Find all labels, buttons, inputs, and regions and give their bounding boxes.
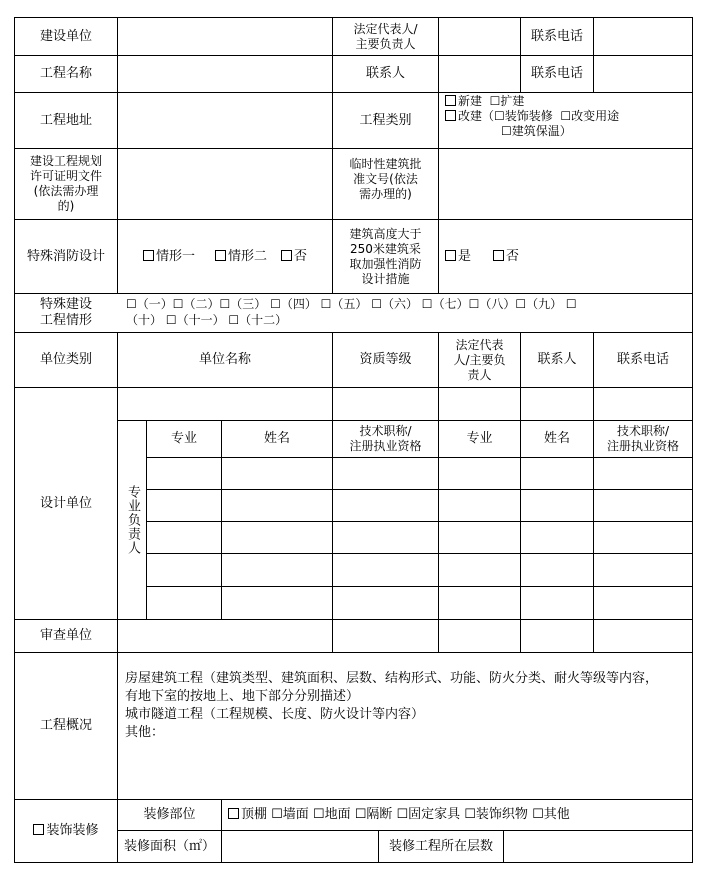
checkbox-icon bbox=[228, 808, 239, 819]
specialty-header-1: 专业 bbox=[170, 431, 197, 446]
review-unit-label: 审查单位 bbox=[39, 628, 92, 643]
special-options-line2[interactable]: （十） ☐（十一） ☐（十二） bbox=[126, 313, 288, 327]
name-header-2: 姓名 bbox=[543, 431, 570, 446]
checkbox-icon bbox=[33, 824, 44, 835]
height-option-yes[interactable]: 是 bbox=[445, 249, 471, 265]
overview-line-2: 有地下室的按地上、地下部分分别描述） bbox=[125, 689, 360, 704]
special-project-label: 特殊建设 工程情形 bbox=[39, 297, 92, 328]
checkbox-icon bbox=[215, 250, 226, 261]
unit-name-label: 单位名称 bbox=[198, 352, 251, 367]
contact-phone-label: 联系电话 bbox=[530, 28, 583, 44]
category-option-line3[interactable]: ☐建筑保温） bbox=[501, 124, 572, 138]
checkbox-icon bbox=[281, 250, 292, 261]
specialty-header-2: 专业 bbox=[466, 431, 493, 446]
temp-approval-label: 临时性建筑批 准文号(依法 需办理的) bbox=[349, 157, 422, 201]
construction-unit-field[interactable] bbox=[118, 18, 332, 55]
planning-permit-field[interactable] bbox=[118, 149, 332, 219]
contact-person-field[interactable] bbox=[439, 56, 520, 92]
height-measure-label: 建筑高度大于 250米建筑采 取加强性消防 设计措施 bbox=[349, 226, 422, 286]
overview-line-3: 城市隧道工程（工程规模、长度、防火设计等内容） bbox=[125, 707, 425, 722]
contact-person-label: 联系人 bbox=[365, 66, 405, 81]
project-category-label: 工程类别 bbox=[359, 112, 412, 128]
decoration-parts-options[interactable]: 顶棚 ☐墙面 ☐地面 ☐隔断 ☐固定家具 ☐装饰织物 ☐其他 bbox=[228, 807, 570, 823]
contact-person-label-2: 联系人 bbox=[537, 352, 577, 367]
checkbox-icon bbox=[143, 250, 154, 261]
project-address-field[interactable] bbox=[118, 93, 332, 148]
qualification-label: 资质等级 bbox=[359, 352, 412, 367]
contact-phone-field-2[interactable] bbox=[594, 56, 692, 92]
checkbox-icon bbox=[445, 110, 456, 121]
fire-option-1[interactable]: 情形一 bbox=[143, 249, 195, 265]
project-address-label: 工程地址 bbox=[39, 112, 92, 128]
project-name-field[interactable] bbox=[118, 56, 332, 92]
overview-line-4: 其他： bbox=[125, 725, 165, 740]
construction-unit-label: 建设单位 bbox=[39, 28, 92, 44]
checkbox-icon bbox=[493, 250, 504, 261]
fire-option-2[interactable]: 情形二 bbox=[215, 249, 267, 265]
category-option-line2[interactable]: 改建（☐装饰装修 ☐改变用途 bbox=[445, 109, 692, 124]
name-header-1: 姓名 bbox=[263, 431, 290, 446]
contact-phone-label-3: 联系电话 bbox=[616, 352, 669, 367]
planning-permit-label: 建设工程规划 许可证明文件 (依法需办理 的) bbox=[29, 154, 102, 213]
temp-approval-field[interactable] bbox=[439, 149, 692, 219]
decoration-part-label: 装修部位 bbox=[143, 807, 196, 822]
height-option-no[interactable]: 否 bbox=[493, 249, 519, 265]
checkbox-icon bbox=[445, 250, 456, 261]
contact-phone-label-2: 联系电话 bbox=[530, 66, 583, 81]
design-unit-label: 设计单位 bbox=[39, 495, 92, 511]
decoration-floor-field[interactable] bbox=[504, 831, 692, 862]
decoration-area-field[interactable] bbox=[222, 831, 378, 862]
project-name-label: 工程名称 bbox=[39, 66, 92, 81]
legal-rep-field[interactable] bbox=[439, 18, 520, 55]
category-option-line1[interactable]: 新建 ☐扩建 bbox=[445, 94, 692, 109]
overview-line-1: 房屋建筑工程（建筑类型、建筑面积、层数、结构形式、功能、防火分类、耐火等级等内容， bbox=[125, 671, 659, 686]
tech-title-header-1: 技术职称/ 注册执业资格 bbox=[349, 424, 422, 453]
project-overview-label: 工程概况 bbox=[39, 718, 92, 733]
checkbox-icon bbox=[445, 95, 456, 106]
decoration-checkbox[interactable]: 装饰装修 bbox=[33, 823, 98, 839]
unit-category-label: 单位类别 bbox=[39, 352, 92, 367]
legal-rep-label-2: 法定代表 人/主要负 责人 bbox=[453, 337, 506, 382]
decoration-floor-label: 装修工程所在层数 bbox=[388, 838, 493, 854]
special-options-line1[interactable]: ☐（一）☐（二）☐（三） ☐（四） ☐（五） ☐（六） ☐（七）☐（八）☐（九） ☐ bbox=[126, 297, 577, 311]
professional-lead-label: 专业负责人 bbox=[125, 485, 140, 555]
legal-rep-label: 法定代表人/ 主要负责人 bbox=[353, 21, 418, 51]
tech-title-header-2: 技术职称/ 注册执业资格 bbox=[606, 424, 679, 453]
special-fire-design-label: 特殊消防设计 bbox=[26, 248, 105, 264]
fire-option-no[interactable]: 否 bbox=[281, 249, 307, 265]
contact-phone-field[interactable] bbox=[594, 18, 692, 55]
decoration-area-label: 装修面积（㎡） bbox=[123, 838, 215, 854]
